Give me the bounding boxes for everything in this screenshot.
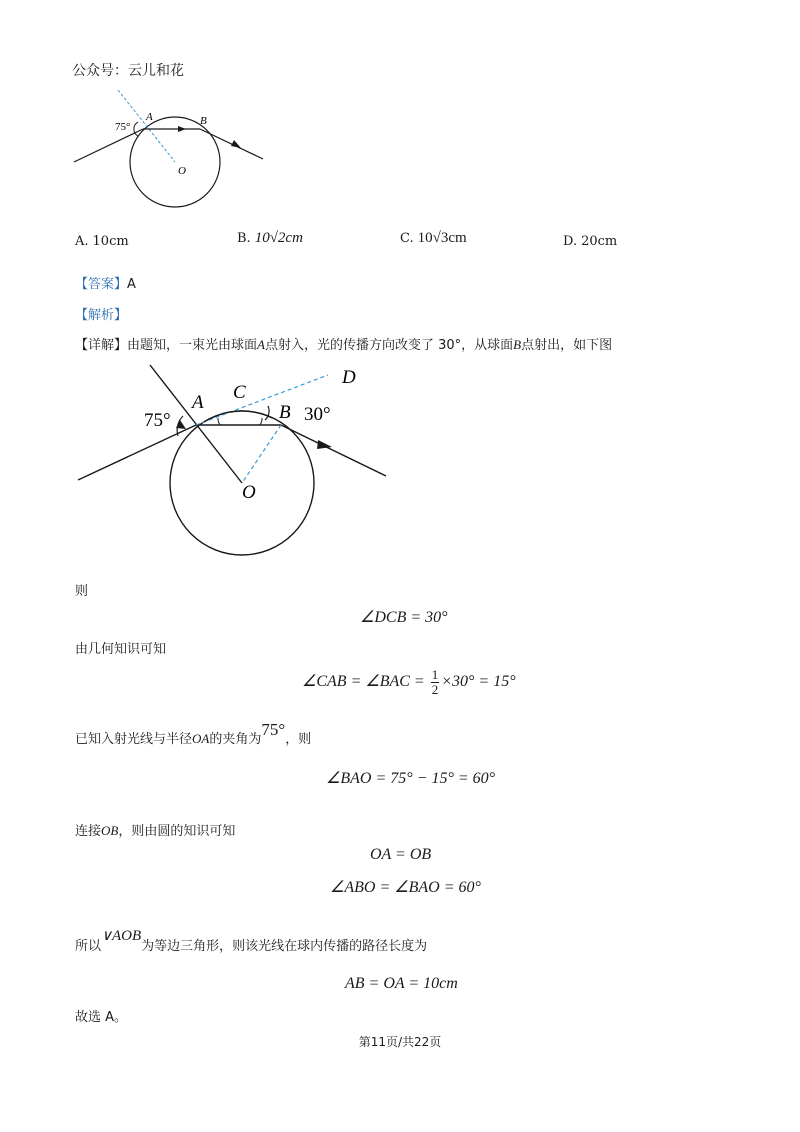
equation-cab: ∠CAB = ∠BAC = $\frac{1}{2}$ ×30° = 15°: [302, 667, 516, 697]
figure-2-arrow-exit: [317, 440, 332, 449]
figure-2-label-o: O: [242, 482, 256, 503]
text-known-angle: 已知入射光线与半径OA的夹角为75°，则: [75, 720, 312, 747]
figure-1-label-o: O: [178, 165, 186, 177]
equation-oa-ob: OA = OB: [370, 846, 432, 863]
figure-2-exit-ray: [281, 425, 386, 476]
equation-dcb: ∠DCB = 30°: [360, 609, 448, 626]
text-then-1: 则: [75, 584, 89, 599]
equation-ab: AB = OA = 10cm: [345, 975, 458, 992]
option-a[interactable]: A. 10cm: [75, 234, 129, 249]
figure-1-label-b: B: [200, 115, 207, 127]
figure-1-arrow-1: [178, 126, 186, 132]
header-watermark: 公众号：云儿和花: [72, 63, 184, 79]
figure-2-label-c: C: [233, 382, 246, 403]
figure-2-radius-ob: [242, 425, 281, 483]
figure-2-label-b: B: [279, 402, 291, 423]
figure-1-label-a: A: [146, 111, 153, 123]
figure-2-angle-arc-30: [265, 406, 269, 420]
figure-2-diagram: [70, 358, 400, 558]
figure-1-exit-ray: [200, 129, 263, 159]
page-number: 第11页/共22页: [358, 1035, 442, 1049]
figure-1-angle-label: 75°: [115, 121, 131, 133]
figure-1-diagram: [60, 82, 280, 212]
option-d[interactable]: D. 20cm: [563, 234, 618, 249]
analysis-tag: 【解析】: [75, 308, 128, 323]
fraction-half: $\frac{1}{2}$: [431, 667, 439, 697]
figure-2-angle-arc-b: [260, 418, 262, 425]
figure-2-label-30: 30°: [304, 404, 331, 425]
text-connect-ob: 连接OB，则由圆的知识可知: [75, 823, 236, 839]
figure-1-arrow-2: [231, 140, 241, 148]
figure-2-angle-arc-a: [218, 418, 220, 425]
text-geometry-intro: 由几何知识可知: [75, 642, 167, 657]
figure-2-label-d: D: [342, 367, 356, 388]
text-conclusion: 故选 A。: [75, 1010, 128, 1025]
detail-line: 【详解】由题知，一束光由球面A点射入，光的传播方向改变了 30°，从球面B点射出，如下图: [75, 337, 613, 353]
figure-2-label-75: 75°: [144, 410, 171, 431]
figure-2-incident-ray: [78, 425, 196, 480]
figure-2-label-a: A: [192, 392, 204, 413]
text-equilateral: 所以∨AOB为等边三角形，则该光线在球内传播的路径长度为: [75, 928, 428, 954]
option-b[interactable]: B. 10√2cm: [237, 230, 303, 246]
figure-1-angle-arc: [134, 122, 138, 136]
answer-line: 【答案】A: [75, 277, 136, 292]
option-c[interactable]: C. 10√3cm: [400, 230, 467, 246]
equation-bao: ∠BAO = 75° − 15° = 60°: [326, 770, 496, 787]
equation-abo: ∠ABO = ∠BAO = 60°: [330, 879, 481, 896]
